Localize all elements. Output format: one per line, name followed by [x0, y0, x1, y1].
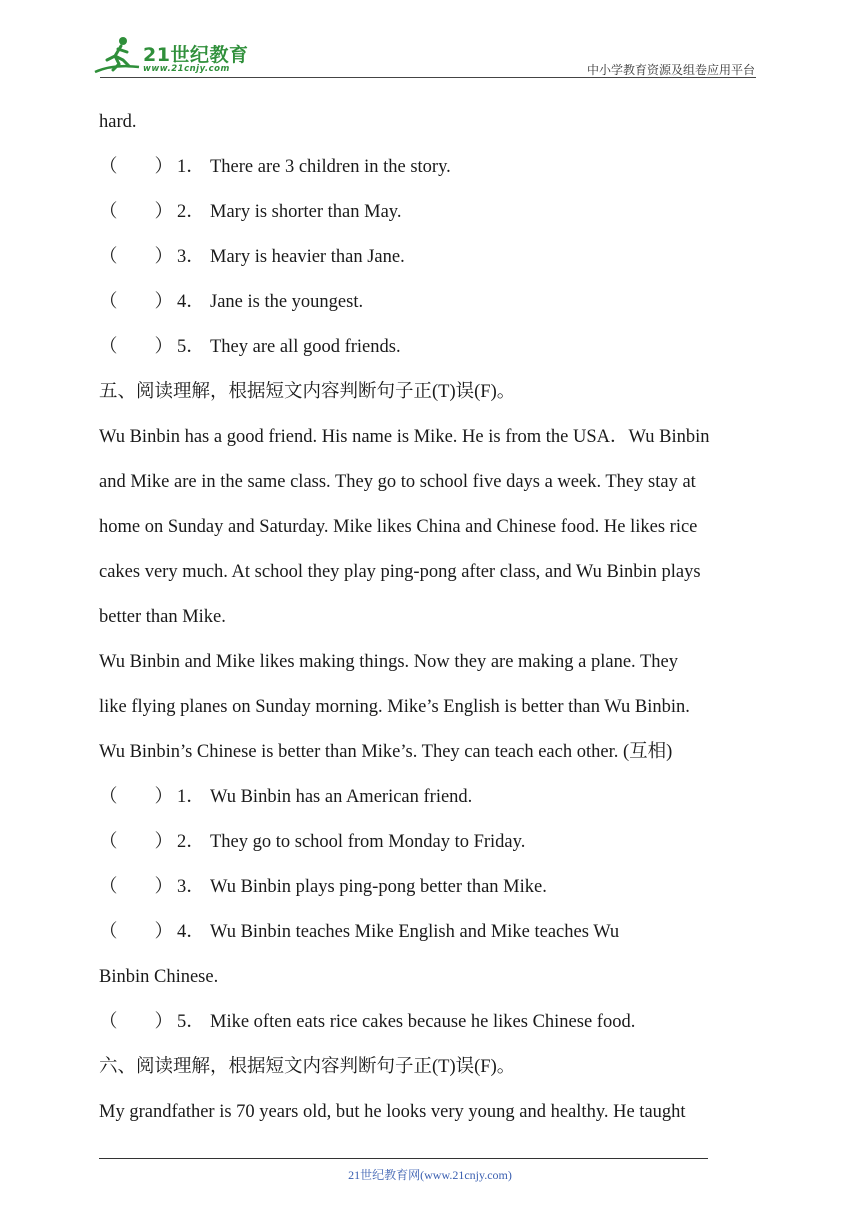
answer-blank[interactable]: （ ） [99, 202, 174, 222]
question-number: 2． [177, 202, 205, 222]
question-number: 4． [177, 922, 205, 942]
runner-logo-icon [93, 34, 143, 78]
question-number: 2． [177, 832, 205, 852]
logo-url: www.21cnjy.com [143, 64, 230, 74]
page-header [0, 0, 860, 80]
section-six-title: 六、阅读理解，根据短文内容判断句子正(T)误(F)。 [99, 1057, 516, 1077]
answer-blank[interactable]: （ ） [99, 157, 174, 177]
question-row [99, 1011, 635, 1033]
question-row [99, 876, 547, 898]
passage-line: cakes very much. At school they play ping-pong after class, and Wu Binbin plays [99, 562, 701, 582]
passage-line: My grandfather is 70 years old, but he looks very young and healthy. He taught [99, 1102, 686, 1122]
question-text: Mike often eats rice cakes because he likes Chinese food. [210, 1012, 636, 1032]
answer-blank[interactable]: （ ） [99, 832, 174, 852]
header-divider [100, 77, 756, 78]
question-row [99, 786, 472, 808]
question-row [99, 246, 405, 268]
answer-blank[interactable]: （ ） [99, 787, 174, 807]
question-text: Wu Binbin has an American friend. [210, 787, 473, 807]
question-number: 3． [177, 247, 205, 267]
question-number: 4． [177, 292, 205, 312]
answer-blank[interactable]: （ ） [99, 247, 174, 267]
passage-line: better than Mike. [99, 607, 226, 627]
footer-text[interactable]: 21世纪教育网(www.21cnjy.com) [348, 1168, 512, 1182]
passage-line: and Mike are in the same class. They go to school five days a week. They stay at [99, 472, 696, 492]
question-continuation: Binbin Chinese. [99, 967, 219, 987]
passage-line: Wu Binbin’s Chinese is better than Mike’s. They can teach each other. (互相) [99, 742, 673, 762]
answer-blank[interactable]: （ ） [99, 922, 174, 942]
question-text: Jane is the youngest. [210, 292, 364, 312]
question-row [99, 336, 401, 358]
passage-line: home on Sunday and Saturday. Mike likes China and Chinese food. He likes rice [99, 517, 698, 537]
question-number: 3． [177, 877, 205, 897]
question-number: 5． [177, 1012, 205, 1032]
question-text: Wu Binbin plays ping-pong better than Mike. [210, 877, 547, 897]
question-text: They go to school from Monday to Friday. [210, 832, 526, 852]
passage-line: Wu Binbin and Mike likes making things. Now they are making a plane. They [99, 652, 678, 672]
question-text: Mary is heavier than Jane. [210, 247, 405, 267]
question-row [99, 291, 363, 313]
footer-divider [99, 1158, 708, 1159]
answer-blank[interactable]: （ ） [99, 292, 174, 312]
question-text: Wu Binbin teaches Mike English and Mike teaches Wu [210, 922, 620, 942]
answer-blank[interactable]: （ ） [99, 337, 174, 357]
question-number: 1． [177, 157, 205, 177]
question-row [99, 156, 451, 178]
question-row [99, 831, 525, 853]
question-number: 5． [177, 337, 205, 357]
section-five-title: 五、阅读理解，根据短文内容判断句子正(T)误(F)。 [99, 382, 516, 402]
carryover-text: hard. [99, 112, 137, 132]
question-text: Mary is shorter than May. [210, 202, 402, 222]
question-row [99, 921, 619, 943]
logo-text: 21世纪教育 [143, 44, 249, 66]
logo [93, 34, 263, 78]
question-number: 1． [177, 787, 205, 807]
passage-line: like flying planes on Sunday morning. Mike’s English is better than Wu Binbin. [99, 697, 690, 717]
question-row [99, 201, 401, 223]
question-text: They are all good friends. [210, 337, 401, 357]
passage-line: Wu Binbin has a good friend. His name is Mike. He is from the USA．Wu Binbin [99, 427, 710, 447]
answer-blank[interactable]: （ ） [99, 877, 174, 897]
header-platform-text: 中小学教育资源及组卷应用平台 [586, 63, 755, 77]
answer-blank[interactable]: （ ） [99, 1012, 174, 1032]
question-text: There are 3 children in the story. [210, 157, 451, 177]
